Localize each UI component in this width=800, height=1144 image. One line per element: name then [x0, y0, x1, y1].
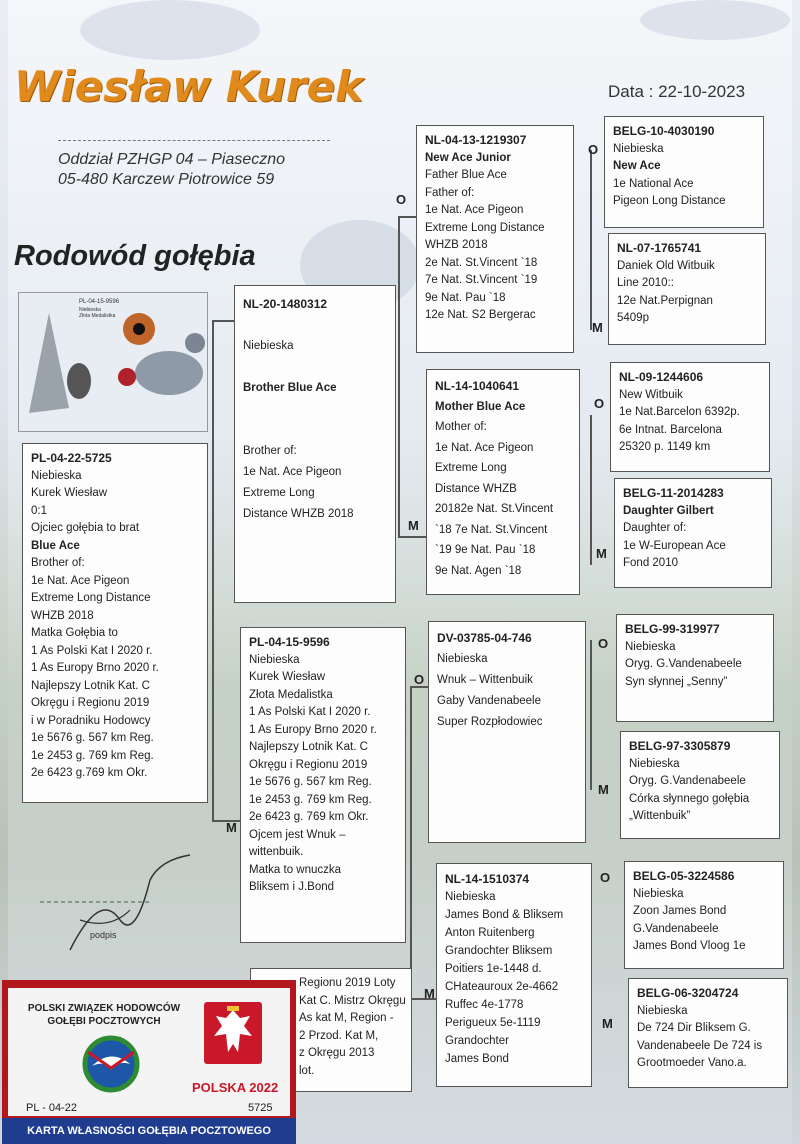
- pigeon-name: Mother Blue Ace: [435, 400, 526, 413]
- text-line: Niebieska: [625, 640, 676, 653]
- ring-number: BELG-06-3204724: [637, 986, 739, 1000]
- ring-number: PL-04-22-5725: [31, 451, 112, 465]
- text-line: WHZB 2018: [31, 609, 94, 622]
- great-grandparent-card: [614, 478, 772, 588]
- eagle-emblem-icon: [204, 1002, 262, 1064]
- signature: [40, 850, 220, 960]
- pigeon-name: Brother Blue Ace: [243, 382, 337, 394]
- text-line: Fond 2010: [623, 557, 678, 569]
- great-grandparent-card: [616, 614, 774, 722]
- text-line: Pigeon Long Distance: [613, 195, 726, 207]
- sex-marker-m: M: [596, 546, 607, 561]
- text-line: Kurek Wiesław: [31, 487, 108, 499]
- text-line: 1e Nat. Ace Pigeon: [425, 204, 524, 216]
- text-line: CHateauroux 2e-4662: [445, 981, 559, 993]
- ring-number: BELG-05-3224586: [633, 869, 735, 883]
- text-line: Niebieska: [249, 653, 300, 666]
- pigeon-name: Blue Ace: [31, 539, 80, 552]
- text-line: James Bond & Bliksem: [445, 909, 564, 921]
- text-line: Ojcem jest Wnuk –: [249, 828, 346, 841]
- text-line: Grandochter Bliksem: [445, 945, 553, 957]
- text-line: 9e Nat. Pau `18: [425, 291, 506, 304]
- org-name: GOŁĘBI POCZTOWYCH: [47, 1016, 161, 1027]
- org-name: POLSKI ZWIĄZEK HODOWCÓW: [27, 1003, 181, 1014]
- text-line: Matka Gołębia to: [31, 627, 118, 639]
- sex-marker-m: M: [424, 986, 435, 1001]
- document-title: Rodowód gołębia: [14, 240, 256, 272]
- address-line: Oddział PZHGP 04 – Piaseczno: [58, 151, 286, 168]
- text-line: Daughter of:: [623, 522, 687, 534]
- text-line: Najlepszy Lotnik Kat. C: [249, 741, 368, 753]
- granddam-paternal-card: [426, 369, 580, 595]
- text-line: Super Rozpłodowiec: [437, 716, 543, 728]
- card-year: POLSKA 2022: [192, 1080, 279, 1095]
- ring-number: NL-14-1510374: [445, 872, 530, 886]
- text-line: lot.: [299, 1064, 315, 1077]
- pigeon-name: New Ace: [613, 160, 661, 172]
- ring-number: BELG-97-3305879: [629, 739, 731, 753]
- text-line: Daniek Old Witbuik: [617, 259, 715, 272]
- ring-number: NL-20-1480312: [243, 297, 328, 311]
- breeder-name: Wiesław Kurek: [14, 62, 364, 111]
- pigeon-name: Daughter Gilbert: [623, 504, 714, 517]
- text-line: Distance WHZB: [435, 482, 517, 495]
- connector: [590, 640, 592, 790]
- text-line: Extreme Long: [243, 487, 315, 499]
- ring-number: NL-07-1765741: [617, 241, 702, 255]
- text-line: 1e Nat.Barcelon 6392p.: [619, 406, 740, 418]
- text-line: 1e 5676 g. 567 km Reg.: [31, 732, 154, 744]
- connector: [398, 216, 416, 218]
- text-line: Oryg. G.Vandenabeele: [629, 775, 746, 787]
- ring-number: DV-03785-04-746: [437, 631, 532, 645]
- divider: [58, 140, 330, 141]
- text-line: Okręgu i Regionu 2019: [249, 758, 368, 771]
- text-line: Niebieska: [31, 469, 82, 482]
- text-line: G.Vandenabeele: [633, 922, 719, 935]
- card-ring-number: 5725: [248, 1102, 273, 1114]
- text-line: Niebieska: [243, 340, 294, 352]
- grandsire-paternal-card: [416, 125, 574, 353]
- text-line: Mother of:: [435, 421, 487, 433]
- ring-number: BELG-99-319977: [625, 622, 720, 636]
- subject-pigeon-card: [22, 443, 208, 803]
- text-line: James Bond Vloog 1e: [633, 940, 746, 952]
- text-line: Gaby Vandenabeele: [437, 695, 542, 707]
- text-line: 1e Nat. Ace Pigeon: [243, 466, 342, 478]
- text-line: Oryg. G.Vandenabeele: [625, 658, 742, 670]
- text-line: Niebieska: [613, 142, 664, 155]
- text-line: Złota Medalistka: [249, 688, 333, 701]
- text-line: Ruffec 4e-1778: [445, 999, 524, 1011]
- text-line: Kurek Wiesław: [249, 671, 326, 683]
- text-line: Bliksem i J.Bond: [249, 881, 335, 893]
- text-line: 0:1: [31, 504, 47, 517]
- text-line: Ojciec gołębia to brat: [31, 522, 140, 534]
- sex-marker-o: O: [588, 142, 599, 157]
- text-line: 1e 5676 g. 567 km Reg.: [249, 776, 372, 788]
- ownership-card: [2, 980, 296, 1144]
- text-line: 25320 p. 1149 km: [619, 441, 711, 453]
- connector: [590, 415, 592, 565]
- text-line: Matka to wnuczka: [249, 863, 342, 876]
- sex-marker-o: O: [598, 636, 609, 651]
- text-line: New Witbuik: [619, 388, 683, 401]
- text-line: Line 2010::: [617, 277, 674, 289]
- connector: [398, 536, 426, 538]
- connector: [212, 320, 214, 820]
- text-line: WHZB 2018: [425, 239, 488, 251]
- card-ring-prefix: PL - 04-22: [26, 1102, 77, 1114]
- card-footer: KARTA WŁASNOŚCI GOŁĘBIA POCZTOWEGO: [2, 1118, 296, 1144]
- text-line: Niebieska: [437, 653, 488, 665]
- connector: [410, 686, 412, 998]
- text-line: 20182e Nat. St.Vincent: [435, 503, 554, 515]
- pigeon-photo: [18, 292, 208, 432]
- text-line: Poitiers 1e-1448 d.: [445, 963, 542, 975]
- text-line: Extreme Long Distance: [31, 592, 151, 604]
- text-line: Grootmoeder Vano.a.: [637, 1057, 747, 1069]
- text-line: `19 9e Nat. Pau `18: [435, 544, 536, 556]
- text-line: 1e National Ace: [613, 177, 694, 190]
- date: Data : 22-10-2023: [608, 82, 746, 101]
- pzhgp-logo-icon: [78, 1034, 144, 1094]
- sex-marker-m: M: [602, 1016, 613, 1031]
- text-line: Extreme Long Distance: [425, 221, 545, 234]
- connector: [590, 150, 592, 330]
- sex-marker-o: O: [594, 396, 605, 411]
- text-line: Brother of:: [31, 557, 85, 569]
- text-line: 1e Nat. Ace Pigeon: [435, 441, 534, 454]
- text-line: 1e W-European Ace: [623, 539, 726, 552]
- text-line: i w Poradniku Hodowcy: [31, 714, 151, 727]
- sex-marker-o: O: [396, 192, 407, 207]
- text-line: z Okręgu 2013: [299, 1047, 375, 1059]
- address-line: 05-480 Karczew Piotrowice 59: [58, 171, 275, 188]
- grandsire-maternal-card: [428, 621, 586, 843]
- great-grandparent-card: [624, 861, 784, 969]
- photo-caption: Złota Medalistka: [79, 313, 116, 319]
- great-grandparent-card: [628, 978, 788, 1088]
- text-line: Extreme Long: [435, 462, 507, 474]
- text-line: 12e Nat. S2 Bergerac: [425, 309, 536, 321]
- text-line: 1e 2453 g. 769 km Reg.: [31, 749, 154, 762]
- text-line: Father of:: [425, 186, 475, 199]
- text-line: Kat C. Mistrz Okręgu: [299, 994, 406, 1007]
- text-line: Niebieska: [629, 757, 680, 770]
- text-line: 1e Nat. Ace Pigeon: [31, 574, 130, 587]
- ring-number: NL-14-1040641: [435, 379, 520, 393]
- background-pigeon: [640, 0, 790, 40]
- text-line: Perigueux 5e-1119: [445, 1017, 541, 1029]
- great-grandparent-card: [608, 233, 766, 345]
- ring-number: PL-04-15-9596: [249, 635, 330, 649]
- text-line: 1 As Europy Brno 2020 r.: [31, 662, 159, 674]
- text-line: Niebieska: [637, 1004, 688, 1017]
- text-line: 1e 2453 g. 769 km Reg.: [249, 793, 372, 806]
- text-line: Brother of:: [243, 445, 297, 457]
- signature-label: podpis: [90, 930, 117, 940]
- text-line: 2e Nat. St.Vincent `18: [425, 256, 538, 269]
- text-line: As kat M, Region -: [299, 1012, 394, 1024]
- text-line: 6e Intnat. Barcelona: [619, 423, 722, 436]
- great-grandparent-card: [604, 116, 764, 228]
- granddam-maternal-card: [436, 863, 592, 1087]
- text-line: 12e Nat.Perpignan: [617, 294, 713, 307]
- text-line: 2 Przod. Kat M,: [299, 1029, 379, 1042]
- text-line: 5409p: [617, 312, 649, 324]
- sex-marker-m: M: [592, 320, 603, 335]
- text-line: James Bond: [445, 1053, 509, 1065]
- sex-marker-m: M: [226, 820, 237, 835]
- text-line: 9e Nat. Agen `18: [435, 564, 522, 577]
- photo-ring: PL-04-15-9596: [79, 299, 120, 305]
- text-line: 2e 6423 g. 769 km Okr.: [249, 811, 369, 823]
- great-grandparent-card: [620, 731, 780, 839]
- sire-card: [234, 285, 396, 603]
- text-line: 1 As Polski Kat I 2020 r.: [249, 706, 371, 718]
- text-line: Anton Ruitenberg: [445, 927, 535, 939]
- background-pigeon: [80, 0, 260, 60]
- photo-caption: Niebieska: [79, 307, 101, 313]
- sex-marker-m: M: [598, 782, 609, 797]
- text-line: 7e Nat. St.Vincent `19: [425, 274, 538, 286]
- text-line: Regionu 2019 Loty: [299, 977, 396, 989]
- text-line: Zoon James Bond: [633, 905, 727, 917]
- text-line: Distance WHZB 2018: [243, 508, 354, 520]
- text-line: wittenbuik.: [249, 846, 304, 858]
- pigeon-name: New Ace Junior: [425, 151, 511, 164]
- text-line: De 724 Dir Bliksem G.: [637, 1022, 751, 1034]
- text-line: Okręgu i Regionu 2019: [31, 697, 150, 709]
- text-line: 2e 6423 g.769 km Okr.: [31, 767, 148, 779]
- sex-marker-o: O: [600, 870, 611, 885]
- text-line: Father Blue Ace: [425, 169, 507, 181]
- text-line: Niebieska: [633, 887, 684, 900]
- text-line: 1 As Europy Brno 2020 r.: [249, 723, 377, 736]
- address: [58, 150, 285, 190]
- connector: [398, 216, 400, 536]
- text-line: Najlepszy Lotnik Kat. C: [31, 679, 150, 692]
- connector: [212, 320, 234, 322]
- text-line: Vandenabeele De 724 is: [637, 1039, 763, 1052]
- great-grandparent-card: [610, 362, 770, 472]
- ring-number: NL-04-13-1219307: [425, 133, 527, 147]
- text-line: `18 7e Nat. St.Vincent: [435, 523, 548, 536]
- ring-number: BELG-10-4030190: [613, 124, 715, 138]
- text-line: Córka słynnego gołębia: [629, 792, 750, 805]
- text-line: 1 As Polski Kat I 2020 r.: [31, 644, 153, 657]
- text-line: Syn słynnej „Senny”: [625, 675, 728, 688]
- ring-number: BELG-11-2014283: [623, 486, 724, 500]
- pigeon-icon: [135, 351, 203, 395]
- text-line: Niebieska: [445, 891, 496, 903]
- dam-card: [240, 627, 406, 943]
- sex-marker-m: M: [408, 518, 419, 533]
- ring-number: NL-09-1244606: [619, 370, 704, 384]
- text-line: Wnuk – Wittenbuik: [437, 674, 533, 686]
- sex-marker-o: O: [414, 672, 425, 687]
- text-line: „Wittenbuik”: [629, 810, 691, 822]
- text-line: Grandochter: [445, 1035, 509, 1047]
